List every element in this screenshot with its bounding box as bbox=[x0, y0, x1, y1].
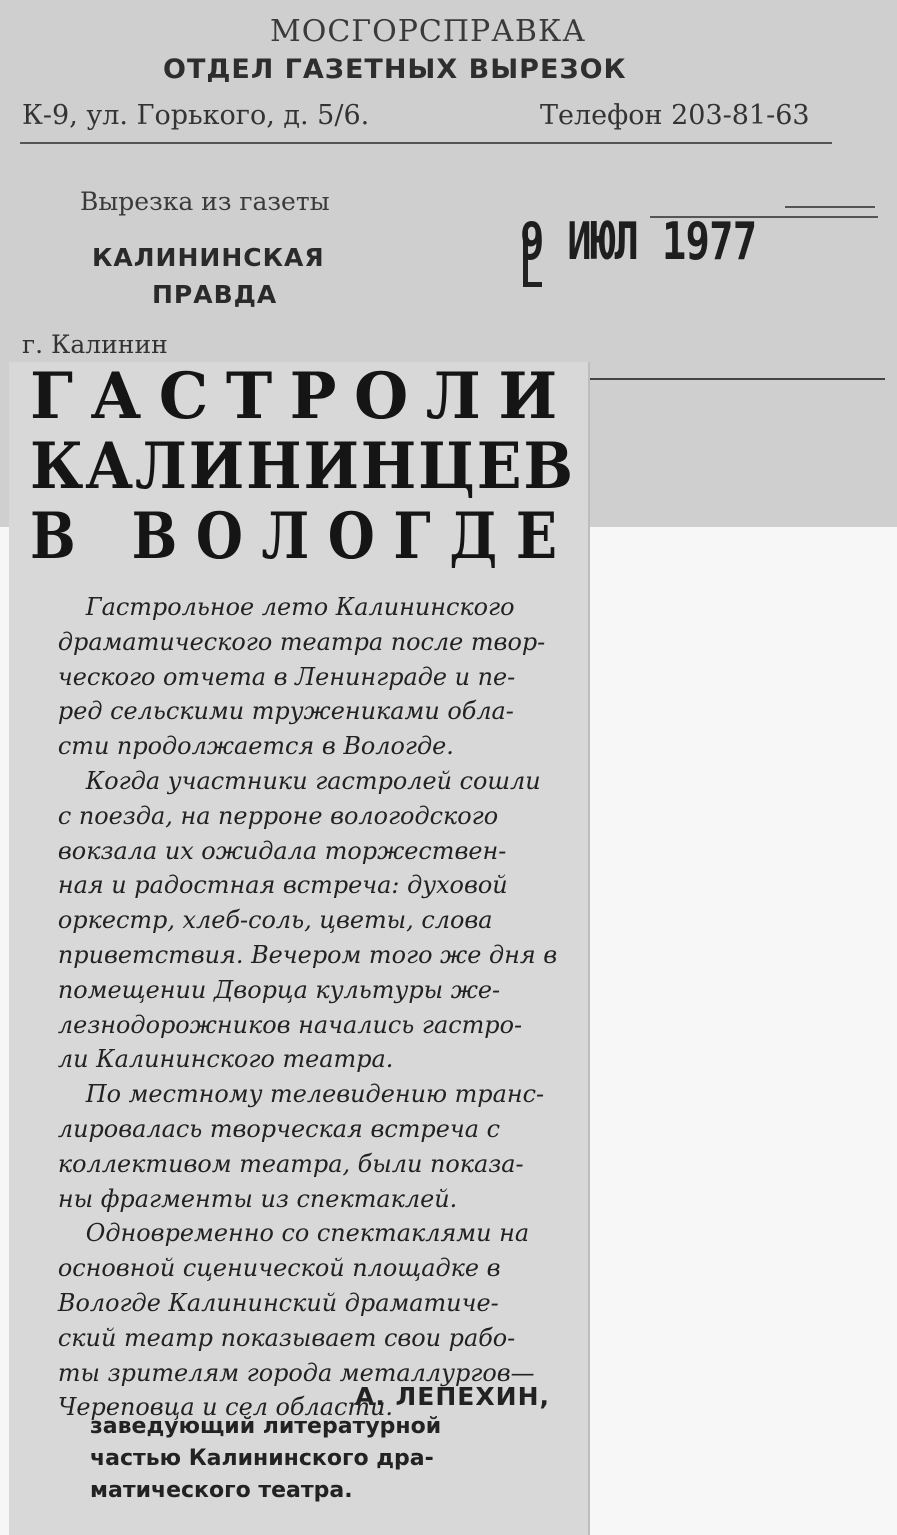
article-line: Череповца и сел области. bbox=[57, 1393, 394, 1422]
blank-paper-area bbox=[588, 527, 897, 1535]
article-line: ский театр показывает свои рабо- bbox=[57, 1323, 516, 1352]
article-line: приветствия. Вечером того же дня в bbox=[57, 940, 558, 969]
author-title-line: частью Калининского дра- bbox=[90, 1446, 434, 1471]
headline-line: ГАСТРОЛИ bbox=[30, 359, 575, 434]
article-body bbox=[30, 590, 580, 1425]
article-line: основной сценической площадке в bbox=[57, 1254, 501, 1283]
author-name: А. ЛЕПЕХИН, bbox=[354, 1382, 550, 1411]
department-name: ОТДЕЛ ГАЗЕТНЫХ ВЫРЕЗОК bbox=[163, 54, 627, 85]
article-line: сти продолжается в Вологде. bbox=[57, 732, 454, 761]
article-signature bbox=[90, 1382, 560, 1507]
date-dash-line bbox=[785, 206, 875, 208]
agency-name: МОСГОРСПРАВКА bbox=[270, 14, 586, 49]
article-line: лировалась творческая встреча с bbox=[57, 1114, 500, 1143]
article-line: ческого отчета в Ленинграде и пе- bbox=[57, 662, 516, 691]
date-divider bbox=[590, 378, 885, 380]
article-line: помещении Дворца культуры же- bbox=[57, 975, 501, 1004]
article-line: ная и радостная встреча: духовой bbox=[57, 871, 508, 900]
newspaper-name-line2: ПРАВДА bbox=[152, 280, 278, 309]
article-line: ред сельскими тружениками обла- bbox=[57, 697, 514, 726]
article-line: с поезда, на перроне вологодского bbox=[57, 801, 499, 830]
date-stamp: 9 ИЮЛ 1977 bbox=[520, 212, 757, 272]
newspaper-name-line1: КАЛИНИНСКАЯ bbox=[92, 243, 325, 272]
agency-address: К-9, ул. Горького, д. 5/6. bbox=[22, 100, 370, 131]
article-line: лезнодорожников начались гастро- bbox=[57, 1010, 523, 1039]
article-line: Гастрольное лето Калининского bbox=[85, 593, 515, 621]
article-paragraph bbox=[30, 764, 580, 1077]
article-line: вокзала их ожидала торжествен- bbox=[57, 836, 507, 865]
newspaper-city: г. Калинин bbox=[22, 330, 168, 359]
article-line: драматического театра после твор- bbox=[57, 627, 546, 656]
article-line: ли Калининского театра. bbox=[57, 1045, 394, 1074]
article-paragraph bbox=[30, 590, 580, 764]
article-paragraph bbox=[30, 1077, 580, 1216]
agency-phone: Телефон 203-81-63 bbox=[540, 100, 810, 131]
article-line: Вологде Калининский драматиче- bbox=[57, 1288, 499, 1317]
article-line: ты зрителям города металлургов— bbox=[57, 1358, 535, 1387]
article-line: коллективом театра, были показа- bbox=[57, 1149, 524, 1178]
article-line: ны фрагменты из спектаклей. bbox=[57, 1184, 458, 1213]
header-divider bbox=[20, 142, 832, 144]
article-headline bbox=[30, 359, 576, 574]
article-line: Когда участники гастролей сошли bbox=[85, 766, 541, 795]
article-line: оркестр, хлеб-соль, цветы, слова bbox=[57, 906, 493, 935]
article-line: По местному телевидению транс- bbox=[85, 1080, 545, 1109]
author-title-line: матического театра. bbox=[90, 1478, 353, 1503]
article-line: Одновременно со спектаклями на bbox=[85, 1219, 530, 1248]
headline-line: В ВОЛОГДЕ bbox=[30, 499, 576, 574]
cut-from-label: Вырезка из газеты bbox=[80, 187, 330, 216]
headline-line: КАЛИНИНЦЕВ bbox=[30, 429, 575, 504]
author-title-line: заведующий литературной bbox=[90, 1414, 442, 1439]
